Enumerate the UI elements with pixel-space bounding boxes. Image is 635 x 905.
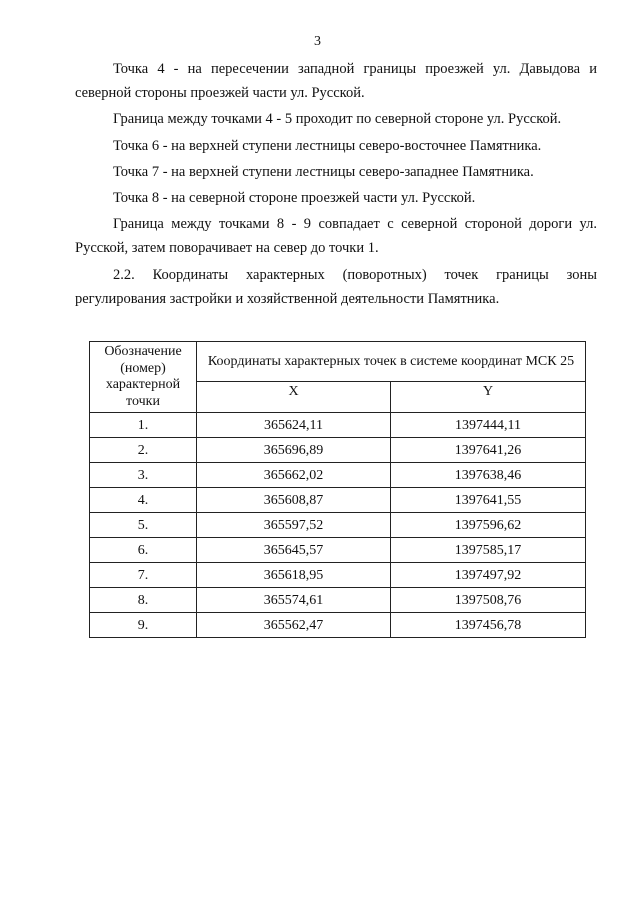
- y-coordinate-cell: 1397641,26: [391, 438, 586, 463]
- paragraph-point-8: Точка 8 - на северной стороне проезжей части ул. Русской.: [113, 190, 476, 207]
- x-coordinate-cell: 365608,87: [197, 488, 391, 513]
- table-row: [90, 413, 586, 438]
- table-row: [90, 488, 586, 513]
- table-row: [90, 588, 586, 613]
- header-y: Y: [391, 382, 586, 413]
- x-coordinate-cell: 365597,52: [197, 513, 391, 538]
- point-number-cell: 2.: [90, 438, 197, 463]
- y-coordinate-cell: 1397444,11: [391, 413, 586, 438]
- point-number-cell: 4.: [90, 488, 197, 513]
- x-coordinate-cell: 365662,02: [197, 463, 391, 488]
- y-coordinate-cell: 1397456,78: [391, 613, 586, 638]
- table-body: [90, 413, 586, 638]
- header-coordinates: Координаты характерных точек в системе координат МСК 25: [197, 342, 586, 382]
- y-coordinate-cell: 1397508,76: [391, 588, 586, 613]
- table-row: [90, 563, 586, 588]
- y-coordinate-cell: 1397596,62: [391, 513, 586, 538]
- paragraph-section-2-2: 2.2. Координаты характерных (поворотных) точек границы зоны регулирования застройки и хозяйственной деятельности Памятника.: [75, 266, 597, 307]
- page-number: 3: [314, 34, 321, 49]
- table-row: [90, 463, 586, 488]
- paragraph-point-7: Точка 7 - на верхней ступени лестницы северо-западнее Памятника.: [113, 163, 534, 180]
- x-coordinate-cell: 365562,47: [197, 613, 391, 638]
- paragraph-point-6: Точка 6 - на верхней ступени лестницы северо-восточнее Памятника.: [113, 137, 542, 154]
- y-coordinate-cell: 1397641,55: [391, 488, 586, 513]
- table-row: [90, 613, 586, 638]
- header-point-label: Обозначение (номер) характерной точки: [90, 342, 197, 413]
- point-number-cell: 7.: [90, 563, 197, 588]
- y-coordinate-cell: 1397497,92: [391, 563, 586, 588]
- x-coordinate-cell: 365574,61: [197, 588, 391, 613]
- point-number-cell: 8.: [90, 588, 197, 613]
- y-coordinate-cell: 1397585,17: [391, 538, 586, 563]
- table-row: [90, 538, 586, 563]
- point-number-cell: 3.: [90, 463, 197, 488]
- header-x: X: [197, 382, 391, 413]
- point-number-cell: 6.: [90, 538, 197, 563]
- paragraph-border-8-9: Граница между точками 8 - 9 совпадает с северной стороной дороги ул. Русской, затем поворачивает на север до точки 1.: [75, 216, 597, 257]
- point-number-cell: 9.: [90, 613, 197, 638]
- paragraph-border-4-5: Граница между точками 4 - 5 проходит по северной стороне ул. Русской.: [113, 111, 562, 128]
- paragraph-point-4: Точка 4 - на пересечении западной границы проезжей ул. Давыдова и северной стороны проезжей части ул. Русской.: [75, 61, 597, 102]
- point-number-cell: 1.: [90, 413, 197, 438]
- x-coordinate-cell: 365645,57: [197, 538, 391, 563]
- y-coordinate-cell: 1397638,46: [391, 463, 586, 488]
- x-coordinate-cell: 365696,89: [197, 438, 391, 463]
- coordinates-table: [89, 341, 586, 638]
- point-number-cell: 5.: [90, 513, 197, 538]
- x-coordinate-cell: 365618,95: [197, 563, 391, 588]
- table-row: [90, 513, 586, 538]
- body-text: [75, 57, 597, 313]
- x-coordinate-cell: 365624,11: [197, 413, 391, 438]
- table-row: [90, 438, 586, 463]
